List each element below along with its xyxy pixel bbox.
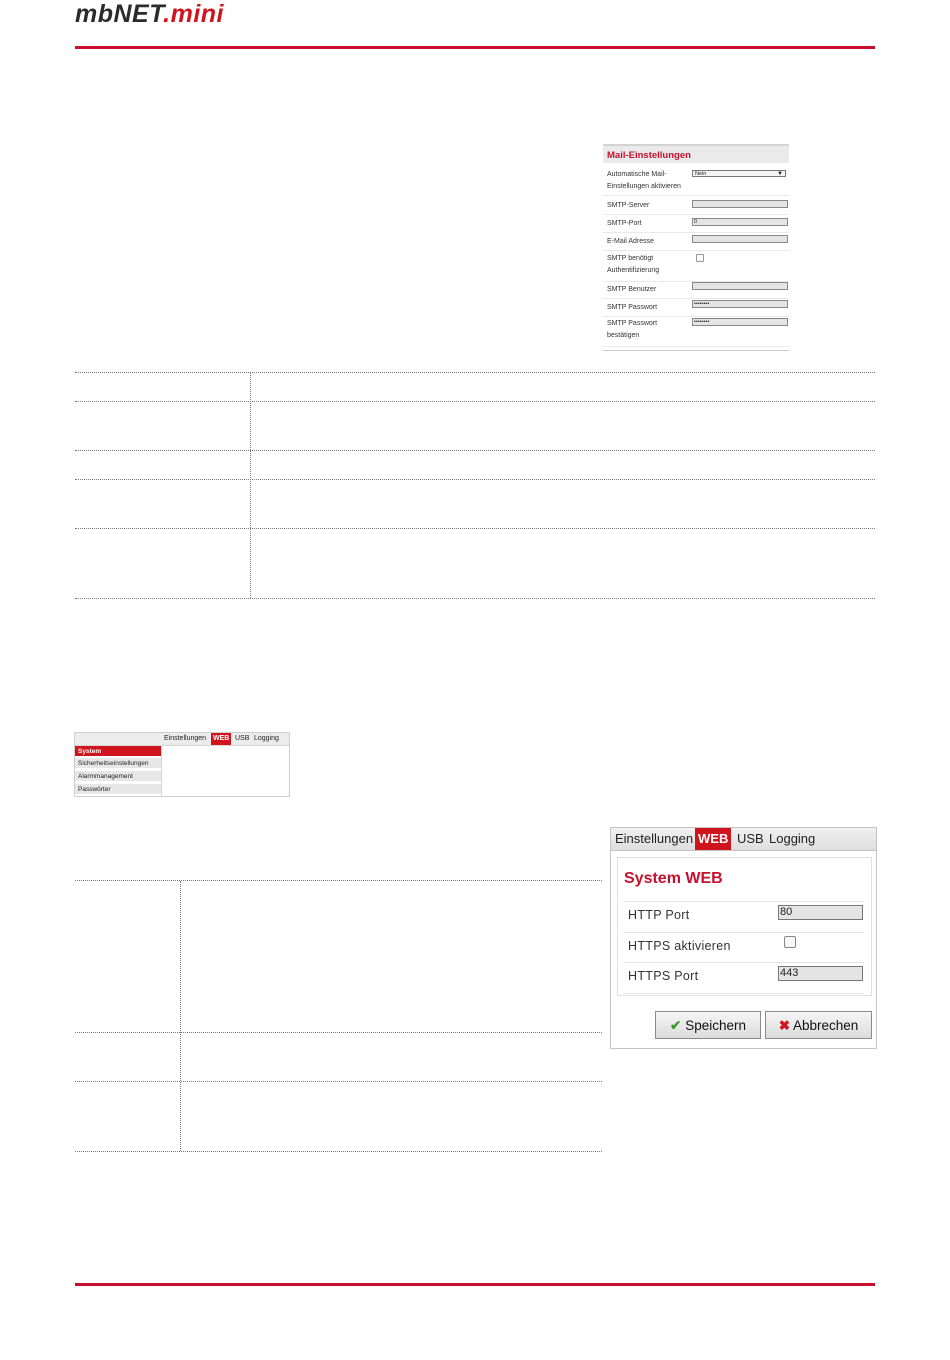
https-port-input[interactable]: 443 <box>778 966 863 981</box>
tab-web[interactable]: WEB <box>211 733 231 745</box>
https-port-row <box>623 962 864 994</box>
field-label: HTTPS aktivieren <box>628 939 731 953</box>
field-label: SMTP Benutzer <box>607 286 657 293</box>
check-icon: ✔ <box>669 1018 682 1033</box>
cancel-button[interactable] <box>765 1011 872 1039</box>
mail-row-auth <box>603 251 789 282</box>
smtp-password-input[interactable]: •••••••• <box>692 300 788 308</box>
logo-mini: mini <box>170 0 225 28</box>
tab-usb[interactable]: USB <box>235 735 250 742</box>
product-logo <box>75 0 224 29</box>
smtp-auth-checkbox[interactable] <box>696 254 704 262</box>
cancel-label: Abbrechen <box>793 1018 859 1033</box>
field-label: SMTP-Port <box>607 220 642 227</box>
table-row <box>75 402 875 451</box>
sidebar-divider <box>161 745 162 796</box>
table-row <box>75 451 875 480</box>
field-label: HTTPS Port <box>628 969 699 983</box>
description-table-1 <box>75 372 875 599</box>
table-row <box>75 480 875 529</box>
http-port-input[interactable]: 80 <box>778 905 863 920</box>
web-tab-bar <box>611 828 876 851</box>
smtp-port-input[interactable]: 0 <box>692 218 788 226</box>
field-label: SMTP Passwort bestätigen <box>607 320 658 339</box>
mail-row-smtp-password <box>603 299 789 317</box>
email-address-input[interactable] <box>692 235 788 243</box>
cross-icon: ✖ <box>778 1018 790 1033</box>
logo-dot: . <box>163 0 171 28</box>
description-table-2 <box>75 880 602 1152</box>
tab-logging[interactable]: Logging <box>769 831 816 846</box>
system-web-screenshot <box>610 827 877 1049</box>
tab-usb[interactable]: USB <box>737 831 764 846</box>
sidebar-item-system[interactable]: System <box>75 746 161 757</box>
table-row <box>75 1033 602 1082</box>
field-label: SMTP Passwort <box>607 304 658 311</box>
tab-einstellungen[interactable]: Einstellungen <box>164 735 207 742</box>
auto-mail-select[interactable] <box>692 170 786 177</box>
smtp-user-input[interactable] <box>692 282 788 290</box>
smtp-password-confirm-input[interactable]: •••••••• <box>692 318 788 326</box>
footer-rule <box>75 1283 875 1286</box>
smtp-server-input[interactable] <box>692 200 788 208</box>
system-web-form <box>617 857 872 996</box>
mail-row-smtp-server <box>603 196 789 215</box>
field-label: E-Mail Adresse <box>607 238 655 245</box>
https-enable-row <box>623 932 864 963</box>
tab-einstellungen[interactable]: Einstellungen <box>615 831 694 846</box>
field-label: SMTP benötigt Authentifizierung <box>607 255 660 274</box>
save-button[interactable] <box>655 1011 761 1039</box>
select-value: Nein <box>695 171 707 177</box>
mail-settings-title: Mail-Einstellungen <box>603 144 789 163</box>
http-port-row <box>623 901 864 932</box>
triangle-down-icon: ▼ <box>777 171 783 177</box>
sidebar-item-alarm[interactable]: Alarmmanagement <box>75 771 161 782</box>
table-row <box>75 1082 602 1152</box>
table-row <box>75 373 875 402</box>
sidebar-item-security[interactable]: Sicherheitseinstellungen <box>75 758 161 769</box>
tab-web[interactable]: WEB <box>695 828 731 850</box>
mail-row-smtp-user <box>603 282 789 299</box>
mail-row-email <box>603 233 789 251</box>
tab-logging[interactable]: Logging <box>254 735 279 742</box>
https-enable-checkbox[interactable] <box>784 936 796 948</box>
logo-main: mbNET <box>75 0 164 28</box>
table-row <box>75 529 875 599</box>
sidebar-item-passwords[interactable]: Passwörter <box>75 784 161 795</box>
field-label: HTTP Port <box>628 908 690 922</box>
mail-row-smtp-password-confirm <box>603 317 789 347</box>
mail-row-auto <box>603 167 789 196</box>
mail-settings-panel <box>603 144 789 351</box>
field-label: Automatische Mail-Einstellungen aktivieren <box>607 171 681 190</box>
menu-tab-bar <box>75 733 289 746</box>
system-web-title: System WEB <box>624 870 723 887</box>
header-rule <box>75 46 875 49</box>
menu-screenshot <box>74 732 290 797</box>
mail-row-smtp-port <box>603 215 789 233</box>
field-label: SMTP-Server <box>607 202 650 209</box>
table-row <box>75 881 602 1033</box>
save-label: Speichern <box>685 1018 747 1033</box>
